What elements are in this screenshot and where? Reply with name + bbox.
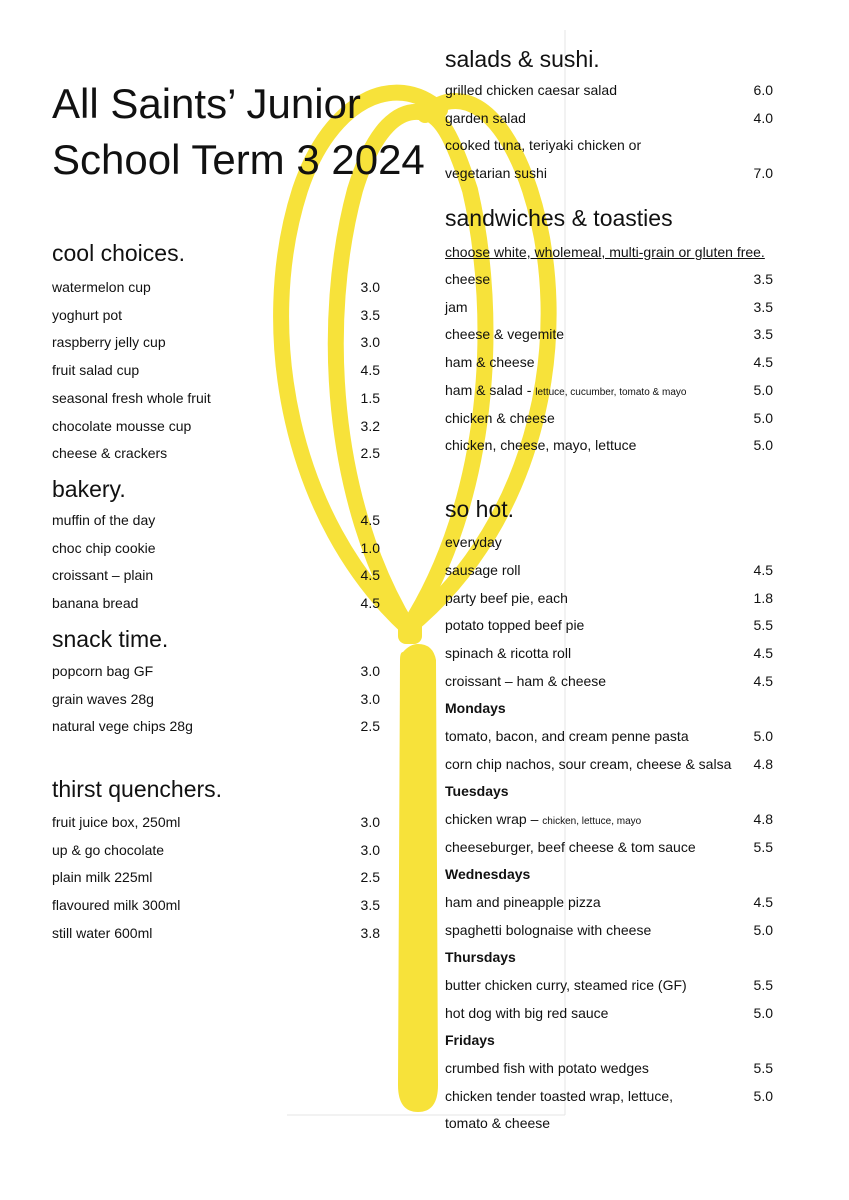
menu-item-name: hot dog with big red sauce [445,1004,609,1021]
menu-item-name: popcorn bag GF [52,663,154,679]
section-heading-snack-time: snack time. [52,626,169,652]
menu-item-name: grilled chicken caesar salad [445,82,617,98]
menu-item-name: tomato, bacon, and cream penne pasta [445,728,689,744]
menu-item-price: 4.8 [753,755,773,772]
menu-item-name: grain waves 28g [52,690,154,707]
day-label-thursdays: Thursdays [445,949,516,965]
menu-item-name: party beef pie, each [445,589,568,606]
menu-item-name: flavoured milk 300ml [52,897,181,914]
menu-item-price: 3.0 [360,841,380,858]
menu-item-name: garden salad [445,109,526,126]
menu-item-price: 5.0 [753,381,773,398]
menu-item-name: chicken wrap – chicken, lettuce, mayo [445,811,642,827]
menu-item-name: banana bread [52,595,139,612]
menu-item-price: 4.8 [753,811,773,827]
menu-item-price: 3.0 [360,690,380,707]
section-heading-salads-sushi: salads & sushi. [445,46,600,72]
menu-item-price: 5.5 [753,617,773,634]
menu-item-price: 5.0 [753,921,773,938]
menu-item-name: chocolate mousse cup [52,417,192,434]
menu-item-name: croissant – ham & cheese [445,672,607,689]
menu-title: All Saints’ Junior School Term 3 2024 [52,80,425,184]
menu-item-name: cheese [445,271,491,287]
menu-item-name: vegetarian sushi [445,165,547,182]
menu-item-price: 7.0 [753,165,773,182]
menu-item-name: ham & cheese [445,354,535,371]
menu-item-name: seasonal fresh whole fruit [52,389,211,406]
menu-item-name: yoghurt pot [52,306,123,323]
menu-item-name: chicken & cheese [445,409,555,426]
menu-item-price: 1.5 [360,389,380,406]
menu-item-price: 1.8 [753,589,773,606]
section-heading-cool-choices: cool choices. [52,240,185,266]
menu-item-price: 3.0 [360,334,380,351]
section-heading-sandwiches: sandwiches & toasties [445,205,673,231]
menu-item-name: ham and pineapple pizza [445,894,601,910]
day-label-wednesdays: Wednesdays [445,866,531,882]
menu-item-price: 4.5 [753,354,773,371]
day-label-mondays: Mondays [445,700,506,716]
menu-item-price: 5.5 [753,838,773,855]
menu-item-price: 3.0 [360,814,380,830]
menu-item-price: 4.5 [360,362,380,379]
menu-item-price: 3.5 [753,271,773,287]
menu-item-name: watermelon cup [52,279,151,295]
menu-item-name: potato topped beef pie [445,617,585,634]
menu-item-name: choc chip cookie [52,539,156,556]
menu-item-price: 5.0 [753,728,773,744]
menu-item-name: cheese & crackers [52,445,168,462]
menu-item-name: chicken tender toasted wrap, lettuce, [445,1087,674,1104]
menu-item-price: 4.5 [753,645,773,662]
menu-item-name: butter chicken curry, steamed rice (GF) [445,977,687,993]
day-label-tuesdays: Tuesdays [445,783,509,799]
menu-item-name: jam [445,298,468,315]
menu-item-name: chicken, cheese, mayo, lettuce [445,437,637,454]
menu-item-price: 3.5 [360,306,380,323]
menu-item-name: raspberry jelly cup [52,334,166,351]
menu-item-price: 2.5 [360,445,380,462]
menu-item-name: fruit salad cup [52,362,140,379]
menu-item-price: 3.2 [360,417,380,434]
menu-item-name: tomato & cheese [445,1115,551,1132]
menu-item-name: cheeseburger, beef cheese & tom sauce [445,838,696,855]
menu-item-price: 4.5 [360,512,380,528]
menu-item-name: croissant – plain [52,567,154,584]
menu-item-name: natural vege chips 28g [52,718,193,735]
menu-item-name: plain milk 225ml [52,869,153,886]
menu-item-price: 2.5 [360,718,380,735]
menu-item-name: up & go chocolate [52,841,165,858]
menu-item-price: 4.5 [360,595,380,612]
menu-item-price: 5.5 [753,1060,773,1076]
menu-item-name: cooked tuna, teriyaki chicken or [445,137,642,154]
menu-item-price: 5.0 [753,437,773,454]
section-heading-thirst-quenchers: thirst quenchers. [52,776,223,802]
section-heading-bakery: bakery. [52,476,126,502]
menu-item-price: 4.0 [753,109,773,126]
bread-choice-note: choose white, wholemeal, multi-grain or gluten free. [445,244,765,260]
menu-item-name: spinach & ricotta roll [445,645,572,662]
menu-item-price: 5.0 [753,1004,773,1021]
menu-item-name: spaghetti bolognaise with cheese [445,921,652,938]
menu-item-price: 3.5 [360,897,380,914]
menu-item-price: 1.0 [360,539,380,556]
menu-item-price: 5.0 [753,1087,773,1104]
menu-item-detail: lettuce, cucumber, tomato & mayo [535,386,687,398]
menu-item-name: still water 600ml [52,924,153,941]
menu-item-price: 4.5 [360,567,380,584]
menu-item-price: 3.5 [753,298,773,315]
menu-item-name: ham & salad - lettuce, cucumber, tomato & mayo [445,381,687,398]
menu-item-name: crumbed fish with potato wedges [445,1060,649,1076]
menu-item-price: 2.5 [360,869,380,886]
menu-item-detail: chicken, lettuce, mayo [542,816,642,827]
section-heading-so-hot: so hot. [445,496,515,522]
menu-item-name: fruit juice box, 250ml [52,814,181,830]
menu-item-price: 4.5 [753,562,773,578]
menu-item-price: 4.5 [753,894,773,910]
menu-item-name: sausage roll [445,562,521,578]
menu-item-name: muffin of the day [52,512,156,528]
menu-item-price: 3.5 [753,326,773,343]
menu-item-price: 5.0 [753,409,773,426]
menu-item-price: 4.5 [753,672,773,689]
menu-item-price: 3.8 [360,924,380,941]
menu-item-name: cheese & vegemite [445,326,565,343]
menu-item-price: 5.5 [753,977,773,993]
menu-item-price: 6.0 [753,82,773,98]
menu-item-price: 3.0 [360,279,380,295]
menu-item-price: 3.0 [360,663,380,679]
day-label-fridays: Fridays [445,1032,495,1048]
menu-item-name: corn chip nachos, sour cream, cheese & salsa [445,755,732,772]
